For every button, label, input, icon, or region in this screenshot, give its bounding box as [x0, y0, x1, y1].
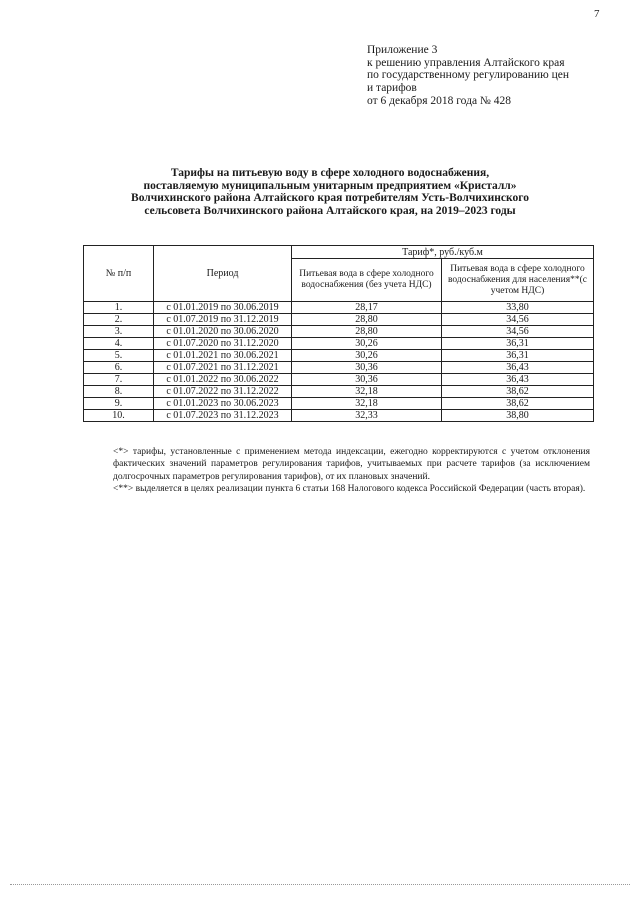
appendix-line: и тарифов [367, 81, 417, 94]
table-row [84, 314, 594, 326]
table-row [84, 398, 594, 410]
page-number: 7 [594, 8, 600, 20]
appendix-line: по государственному регулированию цен [367, 69, 570, 81]
cell-number: 9. [84, 398, 154, 410]
cell-no-vat: 28,17 [292, 302, 442, 314]
table-row [84, 326, 594, 338]
cell-period: с 01.01.2023 по 30.06.2023 [154, 398, 292, 410]
cell-no-vat: 30,26 [292, 338, 442, 350]
appendix-date-line: от 6 декабря 2018 года № 428 [367, 95, 512, 107]
cell-no-vat: 30,36 [292, 362, 442, 374]
table-row [84, 374, 594, 386]
cell-period: с 01.07.2023 по 31.12.2023 [154, 410, 292, 422]
cell-with-vat: 36,43 [442, 362, 594, 374]
header-tariff: Тариф*, руб./куб.м [292, 246, 594, 259]
cell-period: с 01.01.2020 по 30.06.2020 [154, 326, 292, 338]
tariff-table [83, 245, 594, 422]
cell-number: 2. [84, 314, 154, 326]
table-row [84, 338, 594, 350]
cell-no-vat: 32,18 [292, 398, 442, 410]
footnotes [113, 446, 590, 495]
appendix-line: Приложение 3 [367, 44, 438, 56]
cell-number: 5. [84, 350, 154, 362]
cell-with-vat: 36,31 [442, 350, 594, 362]
cell-period: с 01.07.2022 по 31.12.2022 [154, 386, 292, 398]
cell-no-vat: 30,26 [292, 350, 442, 362]
scan-edge-divider [10, 884, 630, 885]
cell-period: с 01.07.2020 по 31.12.2020 [154, 338, 292, 350]
cell-with-vat: 38,80 [442, 410, 594, 422]
appendix-line: к решению управления Алтайского края [367, 56, 565, 69]
cell-with-vat: 38,62 [442, 398, 594, 410]
cell-no-vat: 30,36 [292, 374, 442, 386]
cell-no-vat: 32,33 [292, 410, 442, 422]
cell-with-vat: 38,62 [442, 386, 594, 398]
cell-no-vat: 28,80 [292, 326, 442, 338]
cell-number: 7. [84, 374, 154, 386]
cell-number: 8. [84, 386, 154, 398]
cell-number: 1. [84, 302, 154, 314]
title-line: Волчихинского района Алтайского края потребителям Усть-Волчихинского [131, 192, 529, 204]
header-number: № п/п [84, 246, 154, 302]
cell-with-vat: 36,43 [442, 374, 594, 386]
cell-with-vat: 34,56 [442, 314, 594, 326]
header-period: Период [154, 246, 292, 302]
header-with-vat: Питьевая вода в сфере холодного водоснабжения для населения**(с учетом НДС) [442, 259, 594, 302]
title-line: поставляемую муниципальным унитарным предприятием «Кристалл» [143, 179, 517, 192]
document-title [80, 167, 580, 217]
appendix-reference [367, 44, 569, 108]
cell-period: с 01.01.2022 по 30.06.2022 [154, 374, 292, 386]
cell-number: 3. [84, 326, 154, 338]
cell-number: 6. [84, 362, 154, 374]
table-row [84, 386, 594, 398]
cell-with-vat: 34,56 [442, 326, 594, 338]
title-line: Тарифы на питьевую воду в сфере холодного водоснабжения, [170, 167, 490, 179]
title-line: сельсовета Волчихинского района Алтайского края, на 2019–2023 годы [144, 204, 516, 217]
cell-with-vat: 33,80 [442, 302, 594, 314]
cell-period: с 01.07.2019 по 31.12.2019 [154, 314, 292, 326]
footnote-vat: <**> выделяется в целях реализации пункта 6 статьи 168 Налогового кодекса Российской Федерации (часть вторая). [113, 483, 586, 494]
cell-period: с 01.01.2019 по 30.06.2019 [154, 302, 292, 314]
cell-number: 4. [84, 338, 154, 350]
cell-number: 10. [84, 410, 154, 422]
table-row [84, 410, 594, 422]
header-no-vat: Питьевая вода в сфере холодного водоснабжения (без учета НДС) [292, 259, 442, 302]
cell-with-vat: 36,31 [442, 338, 594, 350]
cell-period: с 01.07.2021 по 31.12.2021 [154, 362, 292, 374]
cell-period: с 01.01.2021 по 30.06.2021 [154, 350, 292, 362]
footnote-indexation: <*> тарифы, установленные с применением метода индексации, ежегодно корректируются с учетом отклонения фактических значений параметров регулирования тарифов, учитываемых при расчете тарифов (за исключением долгосрочных параметров регулирования тарифов), от их плановых значений. [113, 447, 590, 482]
table-row [84, 362, 594, 374]
table-row [84, 302, 594, 314]
cell-no-vat: 32,18 [292, 386, 442, 398]
cell-no-vat: 28,80 [292, 314, 442, 326]
table-row [84, 350, 594, 362]
